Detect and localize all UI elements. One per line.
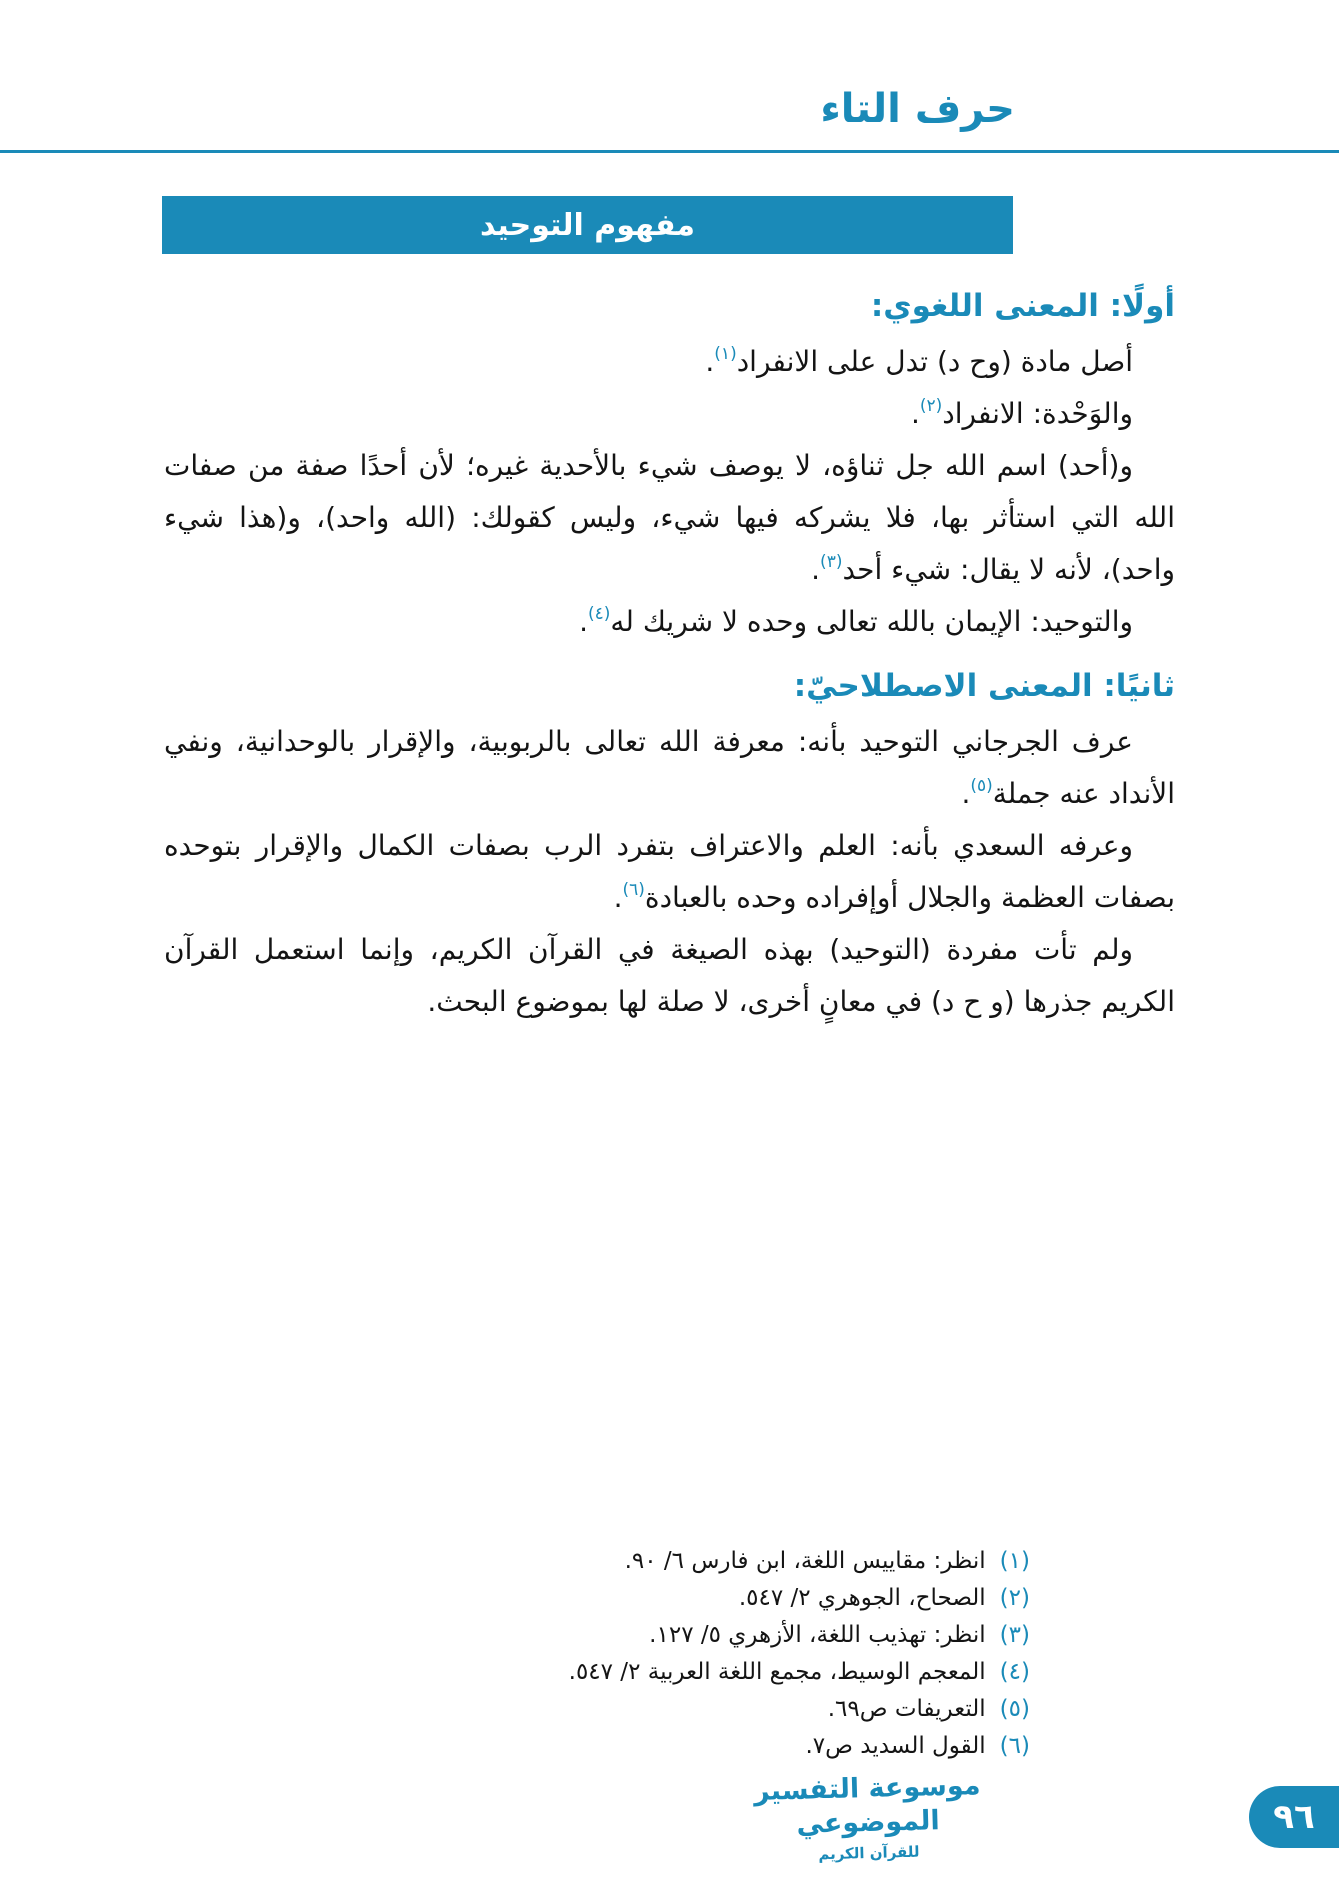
sentence-period: . — [705, 345, 715, 378]
section-banner — [162, 196, 1013, 254]
publisher-logo-subtitle: للقرآن الكريم — [818, 1842, 920, 1864]
footnote-item — [390, 1654, 1030, 1691]
paragraph-text: والوَحْدة: الانفراد — [942, 397, 1133, 430]
section-heading — [164, 660, 1175, 712]
footnote-ref: (٥) — [970, 775, 993, 796]
paragraph-text: أولًا: المعنى اللغوي: — [870, 288, 1175, 324]
body-paragraph — [164, 596, 1175, 648]
footnote-item — [390, 1580, 1030, 1617]
body-paragraph — [164, 388, 1175, 440]
paragraph-text: وعرفه السعدي بأنه: العلم والاعتراف بتفرد الرب بصفات الكمال والإقرار بتوحده بصفات العظمة والجلال أوإفراده وحده بالعبادة — [164, 829, 1175, 914]
body-paragraph — [164, 924, 1175, 1028]
sentence-period: . — [613, 881, 623, 914]
footnote-ref: (٦) — [622, 879, 645, 900]
publisher-logo — [717, 1768, 1019, 1866]
section-heading — [164, 280, 1175, 332]
footnote-item — [390, 1691, 1030, 1728]
footnote-number: (٢) — [999, 1585, 1030, 1611]
footnote-text: المعجم الوسيط، مجمع اللغة العربية ٢/ ٥٤٧. — [568, 1659, 986, 1685]
footnote-ref: (٣) — [820, 551, 843, 572]
footnote-number: (٦) — [999, 1733, 1030, 1759]
paragraph-text: والتوحيد: الإيمان بالله تعالى وحده لا شريك له — [610, 605, 1133, 638]
sentence-period: . — [579, 605, 588, 638]
body-paragraph — [164, 716, 1175, 820]
paragraph-text: ولم تأت مفردة (التوحيد) بهذه الصيغة في القرآن الكريم، وإنما استعمل القرآن الكريم جذرها (و ح د) في معانٍ أخرى، لا صلة لها بموضوع البحث. — [164, 933, 1175, 1018]
paragraph-text: و(أحد) اسم الله جل ثناؤه، لا يوصف شيء بالأحدية غيره؛ لأن أحدًا صفة من صفات الله التي استأثر بها، فلا يشركه فيها شيء، وليس كقولك: (الله واحد)، و(هذا شيء واحد)، لأنه لا يقال: شيء أحد — [164, 449, 1175, 586]
paragraph-text: أصل مادة (وح د) تدل على الانفراد — [736, 345, 1133, 378]
paragraph-text: عرف الجرجاني التوحيد بأنه: معرفة الله تعالى بالربوبية، والإقرار بالوحدانية، ونفي الأنداد عنه جملة — [164, 725, 1175, 810]
footnote-text: انظر: تهذيب اللغة، الأزهري ٥/ ١٢٧. — [649, 1622, 986, 1648]
header-divider-line — [0, 150, 1339, 153]
footnote-ref: (٢) — [919, 395, 943, 416]
footnote-number: (٤) — [999, 1659, 1030, 1685]
main-content — [164, 268, 1175, 1028]
sentence-period: . — [910, 397, 920, 430]
publisher-logo-title: موسوعة التفسير الموضوعي — [753, 1770, 981, 1840]
footnote-item — [390, 1617, 1030, 1654]
footnote-number: (٥) — [999, 1696, 1030, 1722]
footnote-text: التعريفات ص٦٩. — [827, 1696, 986, 1722]
footnote-text: القول السديد ص٧. — [805, 1733, 986, 1759]
sentence-period: . — [961, 777, 971, 810]
footnote-ref: (٤) — [587, 603, 611, 624]
footnote-number: (٣) — [999, 1622, 1030, 1648]
footnote-text: الصحاح، الجوهري ٢/ ٥٤٧. — [738, 1585, 986, 1611]
footnotes-list — [390, 1543, 1030, 1765]
body-paragraph — [164, 440, 1175, 596]
chapter-title-calligraphy: حرف التاء — [820, 86, 1015, 132]
body-paragraph — [164, 820, 1175, 924]
page-number-badge — [1249, 1786, 1339, 1848]
paragraph-text: ثانيًا: المعنى الاصطلاحيّ: — [793, 668, 1175, 704]
footnote-number: (١) — [999, 1548, 1030, 1574]
body-paragraph — [164, 336, 1175, 388]
section-banner-title: مفهوم التوحيد — [480, 207, 696, 243]
footnote-ref: (١) — [714, 343, 737, 364]
page-number: ٩٦ — [1273, 1797, 1315, 1837]
footnote-item — [390, 1543, 1030, 1580]
footnote-text: انظر: مقاييس اللغة، ابن فارس ٦/ ٩٠. — [624, 1548, 986, 1574]
footnote-item — [390, 1728, 1030, 1765]
sentence-period: . — [811, 553, 821, 586]
